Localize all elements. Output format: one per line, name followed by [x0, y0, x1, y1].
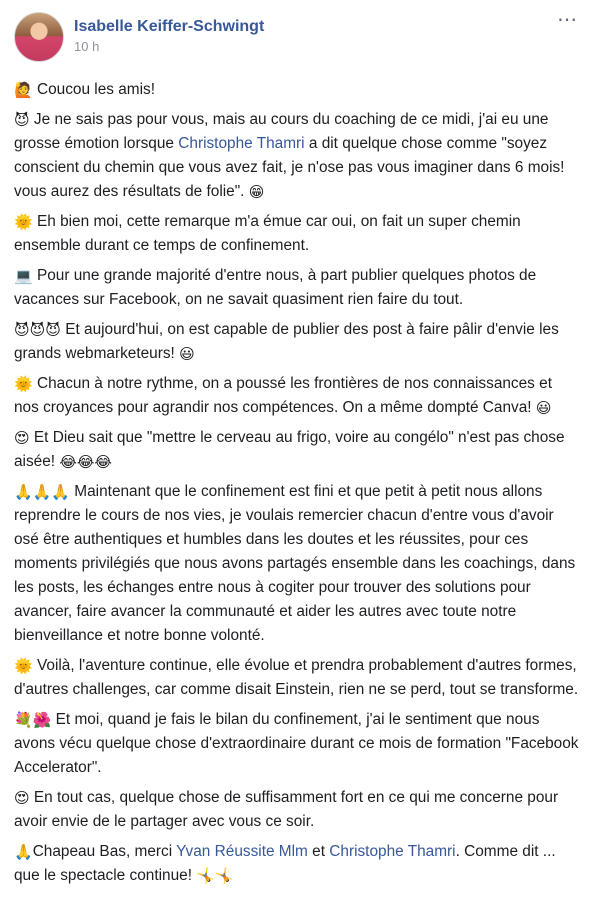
heart-eyes-emoji-icon: 😍 — [14, 430, 30, 447]
text: Et aujourd'hui, on est capable de publier des post à faire pâlir d'envie les grands webmarketeurs! — [14, 321, 559, 362]
bouquet-hibiscus-emoji-icon: 💐🌺 — [14, 712, 52, 729]
text: Voilà, l'aventure continue, elle évolue et prendra probablement d'autres formes, d'autres challenges, car comme disait Einstein, rien ne se perd, tout se transforme. — [14, 657, 579, 698]
post-paragraph-4 — [14, 264, 580, 312]
avatar[interactable] — [14, 12, 64, 62]
mention-christophe-thamri[interactable]: Christophe Thamri — [329, 843, 456, 860]
author-block — [74, 18, 264, 54]
text: . Comme dit ... que le spectacle continue! — [14, 843, 556, 884]
post-body — [14, 78, 580, 888]
post-paragraph-5 — [14, 318, 580, 366]
grinning-emoji-icon: 😁 — [248, 184, 265, 201]
text: Eh bien moi, cette remarque m'a émue car oui, on fait un super chemin ensemble durant ce temps de confinement. — [14, 213, 521, 254]
post-paragraph-10 — [14, 708, 580, 780]
post-header — [14, 9, 580, 64]
text: Et moi, quand je fais le bilan du confinement, j'ai le sentiment que nous avons vécu quelque chose d'extraordinaire durant ce mois de formation "Facebook Accelerator". — [14, 711, 579, 776]
text: Je ne sais pas pour vous, mais au cours du coaching de ce midi, j'ai eu une grosse émotion lorsque — [14, 111, 549, 152]
post-paragraph-8 — [14, 480, 580, 648]
more-options-icon[interactable]: ⋯ — [557, 9, 578, 31]
post-paragraph-11 — [14, 786, 580, 834]
text: Chapeau Bas, merci — [32, 843, 177, 860]
sun-emoji-icon: 🌞 — [14, 658, 33, 675]
smiley-emoji-icon: 😃 — [179, 346, 195, 363]
sun-emoji-icon: 🌞 — [14, 214, 33, 231]
folded-hands-emoji-icon: 🙏🙏🙏 — [14, 484, 71, 501]
smiling-devil-emoji-icon: 😈😈😈 — [14, 322, 61, 339]
post-paragraph-7 — [14, 426, 580, 474]
author-name-link[interactable]: Isabelle Keiffer-Schwingt — [74, 18, 265, 35]
text: Chacun à notre rythme, on a poussé les frontières de nos connaissances et nos croyances pour agrandir nos compétences. On a même dompté Canva! — [14, 375, 552, 416]
text: En tout cas, quelque chose de suffisamment fort en ce qui me concerne pour avoir envie de le partager avec vous ce soir. — [14, 789, 559, 830]
post-paragraph-1 — [14, 78, 580, 102]
text: a dit quelque chose comme "soyez conscient du chemin que vous avez fait, je n'ose pas vous imaginer dans 6 mois! vous aurez des résultats de folie". — [14, 135, 565, 200]
mention-yvan-reussite-mlm[interactable]: Yvan Réussite Mlm — [176, 843, 308, 860]
text: Et Dieu sait que "mettre le cerveau au frigo, voire au congélo" n'est pas chose aisée! — [14, 429, 565, 470]
sun-emoji-icon: 🌞 — [14, 376, 33, 393]
cartwheel-emoji-icon: 🤸🤸 — [196, 868, 234, 885]
post-paragraph-3 — [14, 210, 580, 258]
laptop-emoji-icon: 💻 — [14, 268, 33, 285]
text: Coucou les amis! — [32, 81, 156, 98]
tears-of-joy-emoji-icon: 😂😂😂 — [59, 454, 112, 471]
post-paragraph-2 — [14, 108, 580, 204]
text: et — [307, 843, 330, 860]
raising-hand-emoji-icon: 🙋 — [14, 82, 33, 99]
post-paragraph-9 — [14, 654, 580, 702]
heart-eyes-emoji-icon: 😍 — [14, 790, 30, 807]
text: Pour une grande majorité d'entre nous, à part publier quelques photos de vacances sur Facebook, on ne savait quasiment rien faire du tout. — [14, 267, 537, 308]
post-paragraph-12 — [14, 840, 580, 888]
text: Maintenant que le confinement est fini et que petit à petit nous allons reprendre le cours de nos vies, je voulais remercier chacun d'entre vous d'avoir osé être authentiques et humbles dans les doutes et les réussites, pour ces moments privilégiés que nous avons partagés ensemble dans les coachings, dans les posts, les échanges entre nous à cogiter pour trouver des solutions pour avancer, faire avancer la communauté et aider les autres avec toute notre bienveillance et notre bonne volonté. — [14, 483, 576, 644]
mention-christophe-thamri[interactable]: Christophe Thamri — [178, 135, 305, 152]
folded-hands-emoji-icon: 🙏 — [14, 844, 33, 861]
post-paragraph-6 — [14, 372, 580, 420]
smiley-emoji-icon: 😃 — [535, 400, 552, 417]
smiling-devil-emoji-icon: 😈 — [14, 112, 30, 129]
post-timestamp[interactable]: 10 h — [74, 39, 100, 54]
